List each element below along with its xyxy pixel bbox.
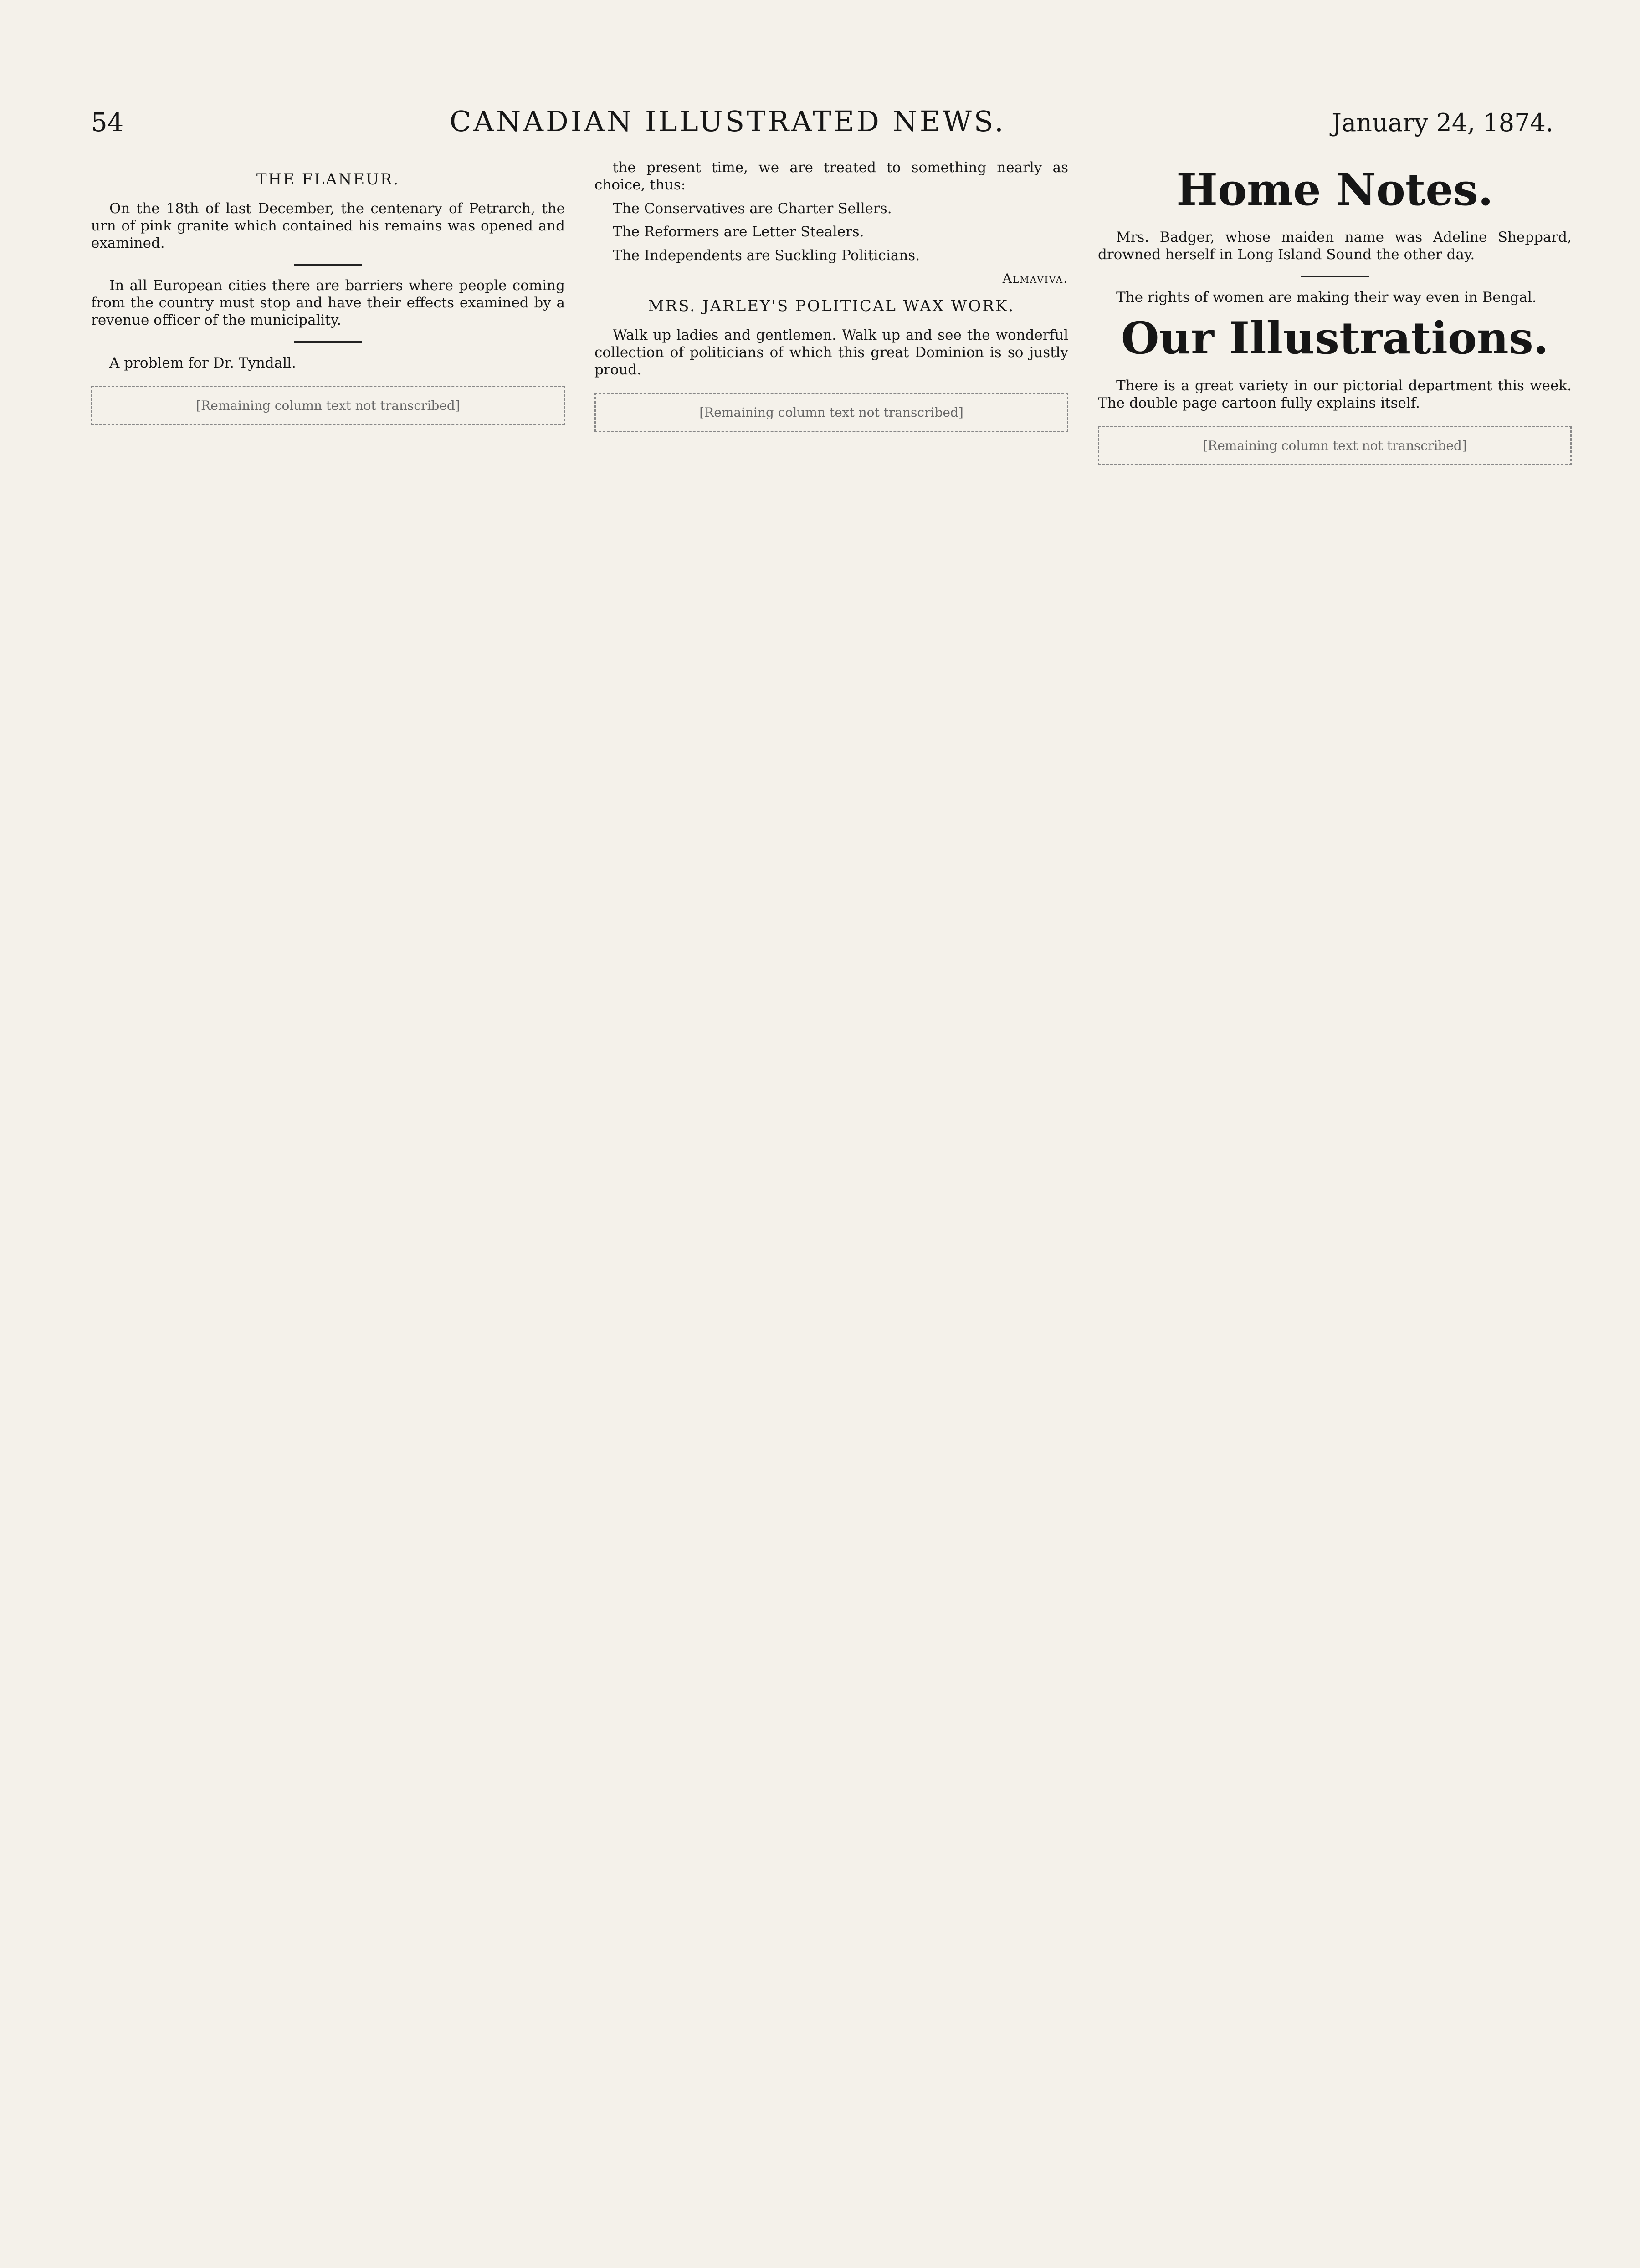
home-notes-heading: Home Notes. — [1176, 164, 1493, 215]
wax-work-heading: MRS. JARLEY'S POLITICAL WAX WORK. — [648, 297, 1015, 316]
flaneur-heading: THE FLANEUR. — [256, 170, 400, 189]
columns — [91, 159, 1572, 2200]
running-head — [91, 105, 1553, 146]
rule — [294, 341, 362, 343]
omitted-text-notice: [Remaining column text not transcribed] — [1098, 426, 1572, 465]
paragraph: On the 18th of last December, the centenary of Petrarch, the urn of pink granite which contained his remains was opened and examined. — [91, 200, 565, 251]
list-item: The Independents are Suckling Politicians. — [613, 247, 920, 264]
paragraph: A problem for Dr. Tyndall. — [109, 354, 296, 371]
omitted-text-notice: [Remaining column text not transcribed] — [594, 393, 1068, 432]
paragraph: The rights of women are making their way even in Bengal. — [1116, 289, 1537, 306]
masthead-title: CANADIAN ILLUSTRATED NEWS. — [449, 105, 1006, 138]
column-left — [91, 159, 565, 2200]
list-item: The Conservatives are Charter Sellers. — [613, 200, 892, 217]
paragraph: In all European cities there are barriers where people coming from the country must stop and have their effects examined by a revenue officer of the municipality. — [91, 277, 565, 329]
omitted-text-notice: [Remaining column text not transcribed] — [91, 386, 565, 425]
issue-date: January 24, 1874. — [1332, 108, 1553, 137]
page-number: 54 — [91, 108, 124, 138]
signature: Almaviva. — [1002, 271, 1068, 286]
paragraph: Mrs. Badger, whose maiden name was Adeline Sheppard, drowned herself in Long Island Sound the other day. — [1098, 229, 1572, 263]
column-right — [1098, 159, 1572, 2200]
paragraph: There is a great variety in our pictorial department this week. The double page cartoon fully explains itself. — [1098, 378, 1572, 412]
column-middle — [594, 159, 1068, 2200]
list-item: The Reformers are Letter Stealers. — [613, 224, 864, 240]
our-illustrations-heading: Our Illustrations. — [1121, 312, 1549, 364]
paragraph: the present time, we are treated to something nearly as choice, thus: — [594, 159, 1068, 193]
rule — [1301, 276, 1369, 277]
paragraph: Walk up ladies and gentlemen. Walk up and see the wonderful collection of politicians of which this great Dominion is so justly proud. — [594, 327, 1068, 378]
rule — [294, 264, 362, 266]
